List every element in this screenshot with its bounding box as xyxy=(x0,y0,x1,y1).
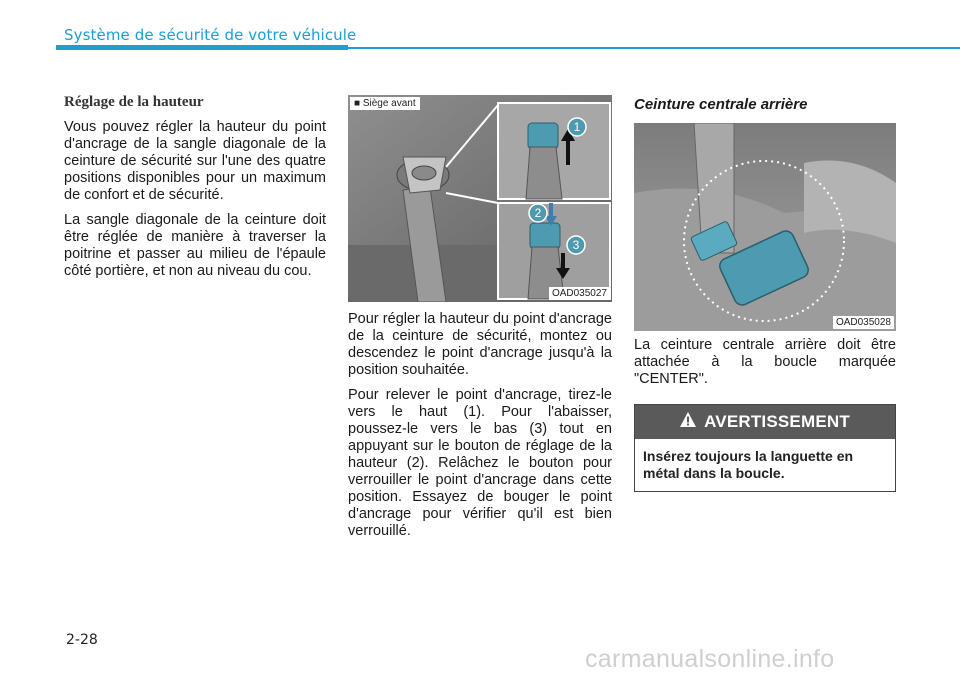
section-title: Système de sécurité de votre véhicule xyxy=(64,26,357,44)
callout-label: 2 xyxy=(534,206,542,220)
center-belt-heading: Ceinture centrale arrière xyxy=(634,96,808,113)
middle-column-text xyxy=(348,311,612,548)
right-column-heading-block xyxy=(634,96,896,125)
callout-label: 3 xyxy=(572,238,580,252)
header-rule-thick xyxy=(56,45,348,50)
warning-box xyxy=(634,404,896,492)
header-rule-thin xyxy=(348,47,960,49)
left-column xyxy=(64,94,326,288)
paragraph: Vous pouvez régler la hauteur du point d'ancrage de la sangle diagonale de la ceinture de sécurité sur l'une des quatre positions disponibles pour un maximum de confort et de sécurité. xyxy=(64,119,326,203)
callout-2 xyxy=(529,204,547,222)
figure-code: OAD035027 xyxy=(549,287,610,300)
warning-body: Insérez toujours la languette en métal dans la boucle. xyxy=(643,448,854,481)
height-adjust-heading: Réglage de la hauteur xyxy=(64,94,204,110)
page-number: 2-28 xyxy=(66,632,98,648)
watermark: carmanualsonline.info xyxy=(585,645,835,673)
callout-3 xyxy=(567,236,585,254)
warning-header xyxy=(635,405,895,439)
figure-front-seat-anchor xyxy=(348,95,612,302)
warning-title: AVERTISSEMENT xyxy=(704,412,850,431)
center-belt-paragraph: La ceinture centrale arrière doit être attachée à la boucle marquée "CENTER". xyxy=(634,337,896,387)
warning-triangle-icon xyxy=(680,412,696,432)
anchor-illustration xyxy=(348,95,612,302)
figure-code: OAD035028 xyxy=(833,316,894,329)
figure-rear-center-belt xyxy=(634,123,896,331)
callout-label: 1 xyxy=(573,120,581,134)
figure-tag: ■ Siège avant xyxy=(350,97,420,110)
callout-1 xyxy=(568,118,586,136)
paragraph: Pour régler la hauteur du point d'ancrage de la ceinture de sécurité, montez ou descendez le point d'ancrage jusqu'à la position souhaitée. xyxy=(348,311,612,378)
center-belt-illustration xyxy=(634,123,896,331)
paragraph: Pour relever le point d'ancrage, tirez-le vers le haut (1). Pour l'abaisser, poussez-le vers le bas (3) tout en appuyant sur le bouton de réglage de la hauteur (2). Relâchez le bouton pour verrouiller le point d'ancrage dans cette position. Essayez de bouger le point d'ancrage pour vérifier qu'il est bien verrouillé. xyxy=(348,387,612,539)
paragraph: La sangle diagonale de la ceinture doit être réglée de manière à traverser la poitrine et passer au milieu de l'épaule côté portière, et non au niveau du cou. xyxy=(64,212,326,279)
